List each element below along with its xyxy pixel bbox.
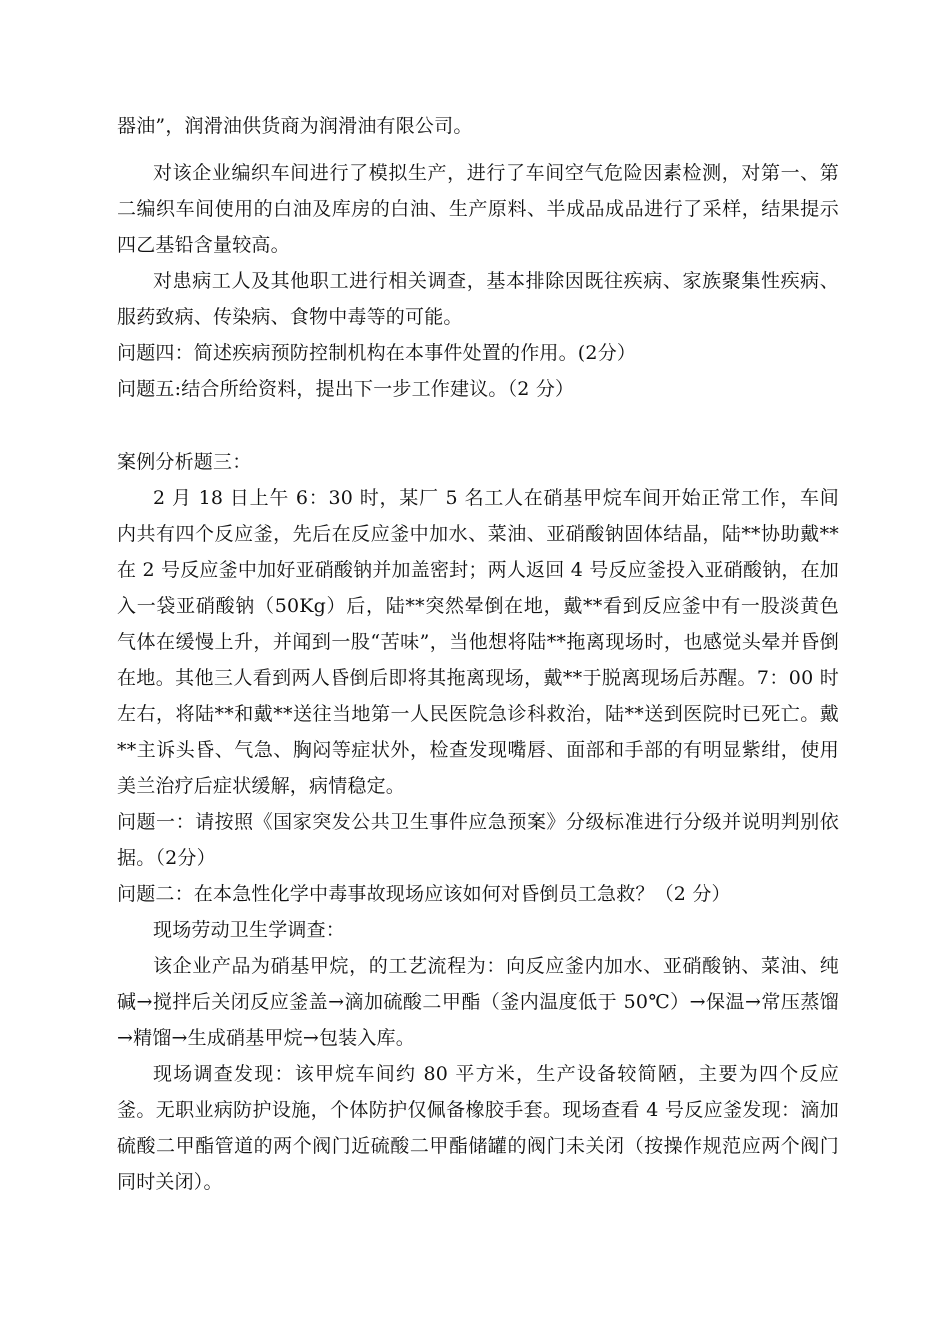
paragraph-case-narrative: 2 月 18 日上午 6：30 时，某厂 5 名工人在硝基甲烷车间开始正常工作，车间内共有四个反应釜，先后在反应釜中加水、菜油、亚硝酸钠固体结晶，陆**协助戴**在 2 号反应釜中加好亚硝酸钠并加盖密封；两人返回 4 号反应釜投入亚硝酸钠，在加入一袋亚硝酸钠（50Kg）后，陆**突然晕倒在地，戴**看到反应釜中有一股淡黄色气体在缓慢上升，并闻到一股“苦味”，当他想将陆**拖离现场时，也感觉头晕并昏倒在地。其他三人看到两人昏倒后即将其拖离现场，戴**于脱离现场后苏醒。7：00 时左右，将陆**和戴**送往当地第一人民医院急诊科救治，陆**送到医院时已死亡。戴**主诉头昏、气急、胸闷等症状外，检查发现嘴唇、面部和手部的有明显紫绀，使用美兰治疗后症状缓解，病情稳定。 [117,487,839,797]
question-two: 问题二：在本急性化学中毒事故现场应该如何对昏倒员工急救？（2 分） [117,883,731,905]
question-five: 问题五:结合所给资料，提出下一步工作建议。（2 分） [117,378,575,400]
paragraph-simulation: 对该企业编织车间进行了模拟生产，进行了车间空气危险因素检测，对第一、第二编织车间使用的白油及库房的白油、生产原料、半成品成品进行了采样，结果提示四乙基铅含量较高。 [117,162,839,256]
question-one: 问题一：请按照《国家突发公共卫生事件应急预案》分级标准进行分级并说明判别依据。（2分） [117,811,839,869]
case-heading: 案例分析题三： [117,451,252,473]
paragraph-process: 该企业产品为硝基甲烷，的工艺流程为：向反应釜内加水、亚硝酸钠、菜油、纯碱→搅拌后关闭反应釜盖→滴加硫酸二甲酯（釜内温度低于 50℃）→保温→常压蒸馏→精馏→生成硝基甲烷→包装入库。 [117,955,839,1049]
question-four: 问题四：简述疾病预防控制机构在本事件处置的作用。(2分） [117,342,637,364]
paragraph-continuation: 器油”，润滑油供货商为润滑油有限公司。 [117,115,473,137]
section-heading-survey: 现场劳动卫生学调查： [153,919,346,941]
paragraph-findings: 现场调查发现：该甲烷车间约 80 平方米，生产设备较简陋，主要为四个反应釜。无职业病防护设施，个体防护仅佩备橡胶手套。现场查看 4 号反应釜发现：滴加硫酸二甲酯管道的两个阀门近硫酸二甲酯储罐的阀门未关闭（按操作规范应两个阀门同时关闭）。 [117,1063,839,1193]
paragraph-investigation: 对患病工人及其他职工进行相关调查，基本排除因既往疾病、家族聚集性疾病、服药致病、传染病、食物中毒等的可能。 [117,270,839,328]
